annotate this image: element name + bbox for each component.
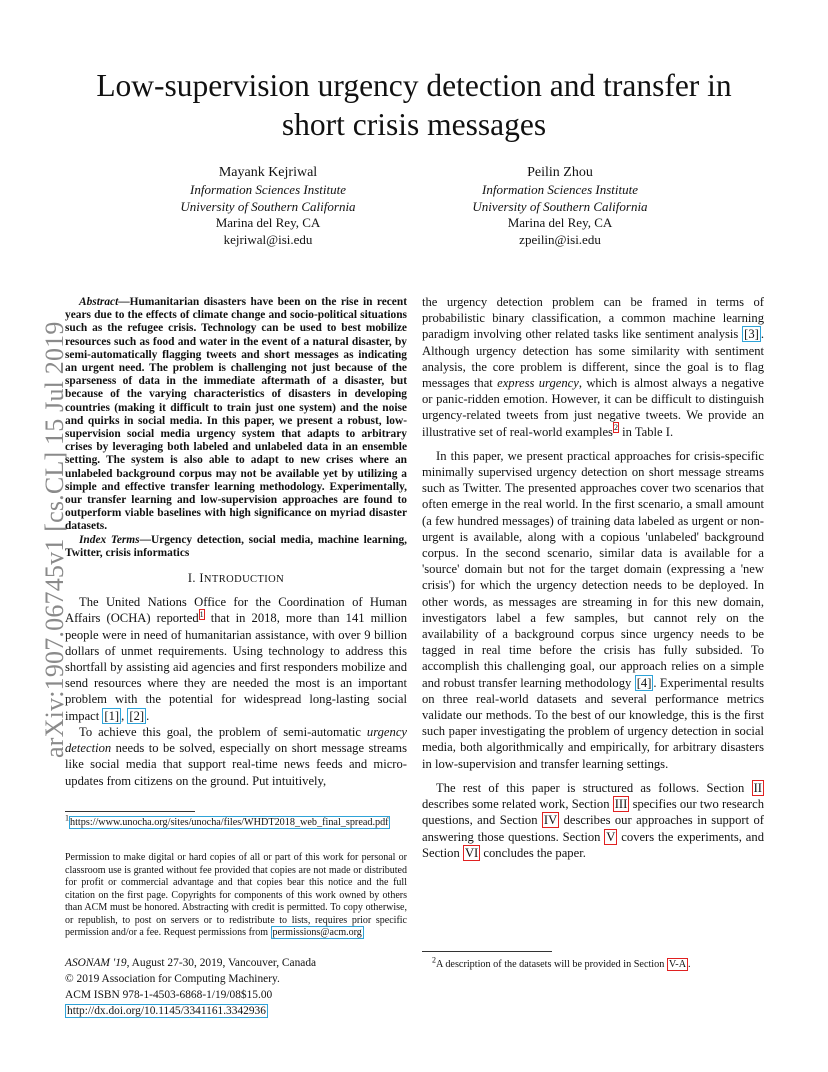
author-name: Mayank Kejriwal [218,165,318,180]
right-column [422,294,764,861]
isbn-line: ACM ISBN 978-1-4503-6868-1/19/08$15.00 [65,989,273,1001]
citation-2[interactable]: [2] [129,708,145,723]
section-number: I. [187,571,200,586]
section-title-rest: NTRODUCTION [203,574,285,586]
conference-info [65,955,407,1019]
footnote-ref-1[interactable]: 1 [199,610,204,620]
section-ref-ii[interactable]: II [753,780,762,795]
permission-notice: Permission to make digital or hard copies of all or part of this work for personal or classroom use is granted without fee provided that copies are not made or distributed for profit or commercial advantage and that copies bear this notice and the full citation on the first page. Copyrights for components of this work owned by others than ACM must be honored. Abstracting with credit is permitted. To copy otherwise, or republish, to post on servers or to redistribute to lists, requires prior specific permission and/or a fee. Request permissions from permissions@acm.org [65,852,407,938]
intro-paragraph-1: The United Nations Office for the Coordination of Human Affairs (OCHA) reported$^1$ that in 2018, more than 141 million people were in need of humanitarian assistance, with over 9 billion dollars of unmet requirements. Using technology to address this shortfall by assisting aid agencies and first responders mobilize and send resources where they are needed the most is an important problem with the potential for widespread long-lasting social impact [1] , [2] . [65,595,408,723]
footnote-ref-2[interactable]: 2 [613,423,618,433]
author-university: University of Southern California [472,198,648,214]
author-institute: Information Sciences Institute [190,182,346,197]
section-ref-iii[interactable]: III [614,797,628,812]
paper-title [40,66,788,144]
footnote-1-link[interactable]: https://www.unocha.org/sites/unocha/files/WHDT2018_web_final_spread.pdf [70,817,389,828]
index-terms-label: Index Terms [79,533,140,546]
abstract-label: Abstract [79,296,119,308]
index-terms-text: —Urgency detection, social media, machine learning, Twitter, crisis informatics [65,533,407,559]
citation-4[interactable]: [4] [636,675,652,690]
footnote-2: $^2$A description of the datasets will be provided in Section V-A . [432,955,691,970]
right-paragraph-3: The rest of this paper is structured as follows. Section II describes some related work, Section III specifies our two research questions, and Section IV describes our approaches in support of answering those questions. Section V covers the experiments, and Section VI concludes the paper. [422,780,764,860]
left-column [65,296,407,789]
citation-3[interactable]: [3] [744,327,759,342]
author-location: Marina del Rey, CA [507,215,613,231]
author-email: zpeilin@isi.edu [519,231,601,247]
index-terms [65,534,407,560]
section-ref-v[interactable]: V [606,829,616,844]
section-ref-iv[interactable]: IV [543,813,558,828]
permissions-email-link[interactable]: permissions@acm.org [272,927,362,938]
section-heading-introduction [65,570,407,588]
title-line-2: short crisis messages [281,107,547,142]
author-block-2 [410,164,710,248]
footnote-rule-right [422,951,552,952]
right-paragraph-2: In this paper, we present practical approaches for crisis-specific minimally supervised urgency detection on short message streams such as Twitter. The presented approaches cover two scenarios that often emerge in the real world. In the first scenario, a small amount (a few hundred messages) of training data labeled as urgent or non-urgent is available, along with a copious 'unlabeled' background corpus. In the second scenario, similar data is available for a 'source' domain but not for the target domain (expressing a 'new crisis') for which the urgency detection needs to be deployed. In other words, as messages are streaming in for this new domain, investigators label a few samples, but cannot rely on the availability of a background corpus since urgency needs to be tagged in real time before the crisis has fully subsided. To accomplish this challenging goal, our approach relies on a simple and robust transfer learning methodology [4] . Experimental results on three real-world datasets and several performance metrics validate our methods. To the best of our knowledge, this is the first such paper investigating the problem of urgency detection in social media, both algorithmically and empirically, for arbitrary disasters in low-supervision and transfer learning settings. [422,448,764,771]
author-location: Marina del Rey, CA [215,215,321,231]
author-university: University of Southern California [180,198,356,214]
author-email: kejriwal@isi.edu [223,231,313,247]
copyright-line: © 2019 Association for Computing Machinery. [65,973,280,985]
intro-paragraph-2: To achieve this goal, the problem of semi-automatic urgency detection needs to be solved, especially on short message streams like social media that support real-time news feeds and micro-updates from citizens on the ground. Put intuitively, [65,724,407,788]
footnote-rule [65,811,195,812]
section-ref-vi[interactable]: VI [464,845,479,860]
section-initial: I [199,571,204,586]
abstract [65,296,407,534]
footnote-1: $^1$https://www.unocha.org/sites/unocha/files/WHDT2018_web_final_spread.pdf [65,813,389,828]
author-name: Peilin Zhou [527,165,593,180]
arxiv-stamp [6,298,69,758]
citation-1[interactable]: [1] [104,708,120,723]
author-institute: Information Sciences Institute [482,182,638,197]
author-block-1 [118,164,418,248]
doi-link[interactable]: http://dx.doi.org/10.1145/3341161.3342936 [67,1005,266,1017]
arxiv-id: arXiv:1907.06745v1 [cs.CL] 15 Jul 2019 [40,321,69,758]
right-paragraph-1: the urgency detection problem can be framed in terms of probabilistic binary classification, a common machine learning paradigm involving other related tasks like sentiment analysis [3] . Although urgency detection has some similarity with sentiment analysis, the core problem is different, since the goal is to flag messages that express urgency, which is almost always a negative or panic-ridden emotion. However, it can be difficult to distinguish urgency-related tweets from just negative tweets. We provide an illustrative set of real-world examples$^2$ in Table I. [422,295,764,439]
conference-line: ASONAM '19, August 27-30, 2019, Vancouver, Canada [65,957,317,969]
section-ref-v-a[interactable]: V-A [668,959,687,970]
title-line-1: Low-supervision urgency detection and transfer in [96,68,732,103]
abstract-text: —Humanitarian disasters have been on the rise in recent years due to the effects of climate change and socio-political situations such as the refugee crisis. Technology can be used to best mobilize resources such as food and water in the event of a natural disaster, by semi-automatically flagging tweets and short messages as indicating an urgent need. The problem is challenging not just because of the sparseness of data in the immediate aftermath of a disaster, but because of the varying characteristics of disasters in developing countries (making it difficult to train just one system) and the noise and quirks in social media. In this paper, we present a robust, low-supervision social media urgency system that adapts to arbitrary crises by leveraging both labeled and unlabeled data in an ensemble setting. The system is also able to adapt to new crises where an unlabeled background corpus may not be available yet by utilizing a simple and effective transfer learning methodology. Experimentally, our transfer learning and low-supervision approaches are found to outperform viable baselines with high significance on myriad disaster datasets. [65,296,407,533]
